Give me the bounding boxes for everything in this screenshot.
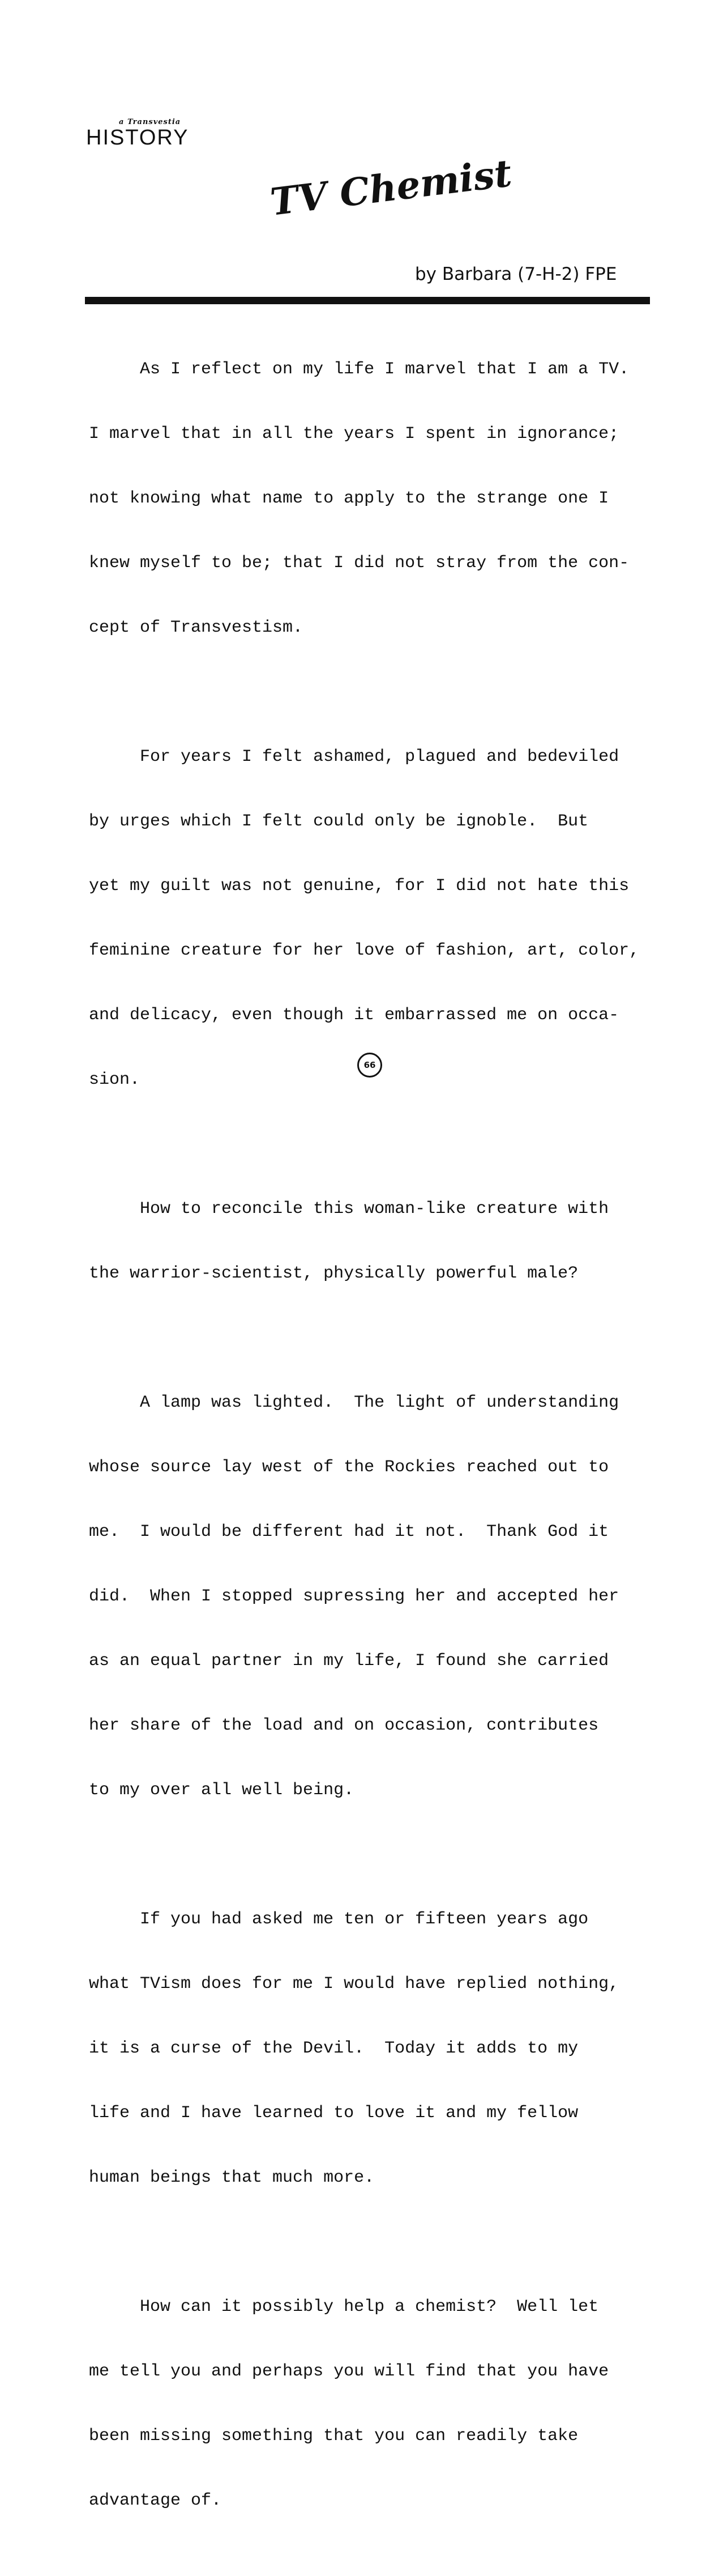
text-line: by urges which I felt could only be ignoble. But — [89, 812, 589, 831]
text-line: the warrior-scientist, physically powerful male? — [89, 1264, 579, 1283]
text-line: not knowing what name to apply to the strange one I — [89, 489, 609, 508]
text-line: How to reconcile this woman-like creature with — [89, 1199, 609, 1219]
paragraph-1 — [89, 316, 689, 682]
text-line: feminine creature for her love of fashion, art, color, — [89, 941, 640, 960]
text-line: sion. — [89, 1070, 140, 1089]
paragraph-4 — [89, 1349, 689, 1844]
logo-main-text: HISTORY — [86, 126, 189, 150]
text-line: it is a curse of the Devil. Today it adds to my — [89, 2039, 579, 2058]
text-line: human beings that much more. — [89, 2168, 375, 2187]
text-line: and delicacy, even though it embarrassed me on occa- — [89, 1006, 619, 1025]
text-line: what TVism does for me I would have replied nothing, — [89, 1974, 619, 1994]
section-logo — [86, 118, 211, 152]
paragraph-5 — [89, 1866, 689, 2232]
paragraph-3 — [89, 1155, 689, 1327]
text-line: As I reflect on my life I marvel that I am a TV. — [89, 360, 630, 379]
text-line: me tell you and perhaps you will find that you have — [89, 2362, 609, 2381]
text-line: I marvel that in all the years I spent in ignorance; — [89, 424, 619, 444]
text-line: been missing something that you can readily take — [89, 2426, 579, 2446]
text-line: For years I felt ashamed, plagued and bedeviled — [89, 747, 619, 767]
text-line: How can it possibly help a chemist? Well let — [89, 2297, 599, 2317]
text-line: her share of the load and on occasion, contributes — [89, 1716, 599, 1735]
paragraph-2 — [89, 703, 689, 1134]
text-line: as an equal partner in my life, I found she carried — [89, 1651, 609, 1671]
divider-rule — [85, 297, 650, 304]
text-line: yet my guilt was not genuine, for I did not hate this — [89, 876, 630, 896]
byline: by Barbara (7-H-2) FPE — [415, 264, 617, 284]
text-line: cept of Transvestism. — [89, 618, 303, 637]
text-line: me. I would be different had it not. Thank God it — [89, 1522, 609, 1542]
logo-small-text: a Transvestia — [119, 118, 181, 126]
article-body — [89, 316, 689, 2576]
paragraph-6 — [89, 2253, 689, 2554]
text-line: to my over all well being. — [89, 1781, 354, 1800]
text-line: advantage of. — [89, 2491, 222, 2510]
text-line: knew myself to be; that I did not stray from the con- — [89, 553, 630, 573]
text-line: whose source lay west of the Rockies reached out to — [89, 1458, 609, 1477]
text-line: A lamp was lighted. The light of understanding — [89, 1393, 619, 1412]
text-line: life and I have learned to love it and my fellow — [89, 2104, 579, 2123]
text-line: If you had asked me ten or fifteen years ago — [89, 1910, 589, 1929]
text-line: did. When I stopped supressing her and accepted her — [89, 1587, 619, 1606]
article-title: TV Chemist — [268, 151, 514, 224]
page-number: 66 — [357, 1053, 382, 1078]
